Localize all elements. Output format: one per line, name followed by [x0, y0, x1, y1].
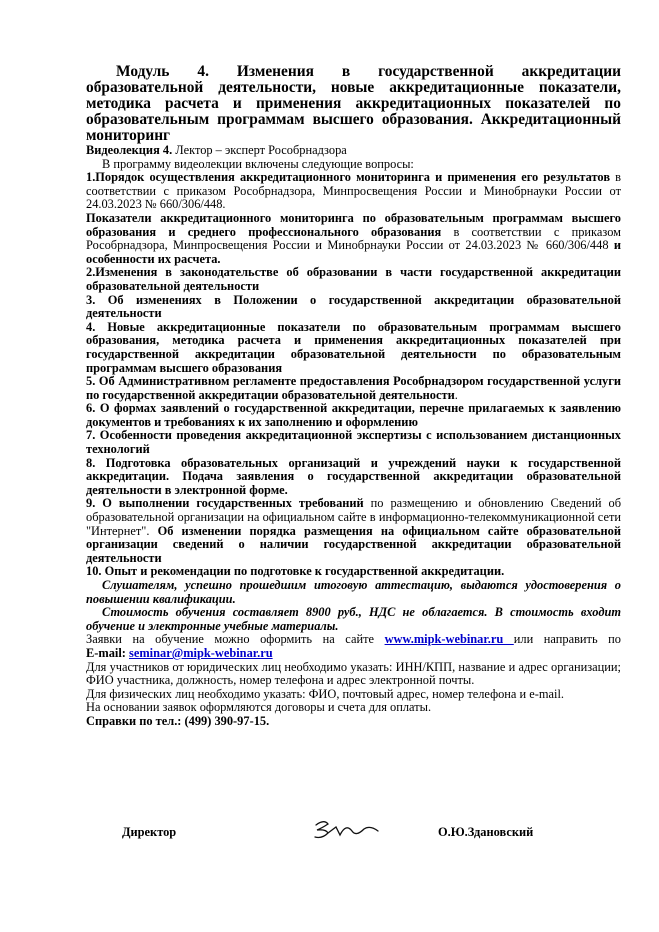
signatory-name: О.Ю.Здановский: [438, 825, 534, 839]
document-body: [86, 64, 621, 729]
legal-entities-note: Для участников от юридических лиц необходимо указать: ИНН/КПП, название и адрес организации; ФИО участника, должность, номер телефона и адрес электронной почты.: [86, 659, 621, 688]
item-7: 7. Особенности проведения аккредитационной экспертизы с использованием дистанционных технологий: [86, 428, 621, 457]
lecture-label: Видеолекция 4.: [86, 143, 173, 157]
item-9-text: по размещению и обновлению Сведений об образовательной организации на официальном сайте в информационно-телекоммуникационной сети "Интернет".: [86, 496, 621, 538]
email-line: [86, 647, 621, 661]
item-1-text: в соответствии с приказом Рособрнадзора, Минпросвещения России и Минобрнауки России от 24.03.2023 № 660/306/448.: [86, 170, 621, 212]
item-4: 4. Новые аккредитационные показатели по образовательным программам высшего образования, методика расчета и применения аккредитационных показателей при государственной аккредитации образовательной деятельности по образовательным программам высшего образования: [86, 319, 621, 375]
apply-text-2: или направить по: [513, 632, 622, 647]
item-6: 6. О формах заявлений о государственной аккредитации, перечне прилагаемых к заявлению документов и требованиях к их заполнению и оформлению: [86, 401, 621, 429]
certificate-note: Слушателям, успешно прошедшим итоговую аттестацию, выдаются удостоверения о повышении квалификации.: [86, 578, 621, 606]
signature-image: [312, 815, 382, 849]
item-5: [86, 375, 621, 402]
item-5-text: 5. Об Административном регламенте предоставления Рособрнадзором государственной услуги по государственной аккредитации образовательной деятельности: [86, 374, 621, 402]
item-9: [86, 497, 621, 565]
item-8: 8. Подготовка образовательных организаций и учреждений науки к государственной аккредитации. Подача заявления о государственной аккредитации образовательной деятельности в электронной форме.: [86, 455, 621, 497]
individuals-note: Для физических лиц необходимо указать: ФИО, почтовый адрес, номер телефона и e-mail.: [86, 686, 565, 701]
email-link[interactable]: seminar@mipk-webinar.ru: [129, 645, 273, 660]
lecturer: Лектор – эксперт Рособрнадзора: [172, 143, 347, 157]
item-5-tail: .: [454, 387, 458, 402]
apply-text: Заявки на обучение можно оформить на сайте: [86, 632, 385, 647]
lecture-line: [86, 144, 621, 158]
item-1: [86, 171, 621, 212]
item-1b-tail: и особенности их расчета.: [86, 238, 621, 266]
item-1b-text: в соответствии с приказом Рособрнадзора, Минпросвещения России и Минобрнауки России от 24.03.2023 № 660/306/448: [86, 224, 621, 253]
item-1b: [86, 212, 621, 266]
item-9-bold: Об изменении порядка размещения на официальном сайте образовательной организации сведений о наличии государственной аккредитации образовательной деятельности: [86, 523, 621, 565]
price-note: Стоимость обучения составляет 8900 руб., НДС не облагается. В стоимость входит обучение и электронные учебные материалы.: [86, 605, 621, 633]
email-label: E-mail:: [86, 645, 130, 660]
item-1-heading: 1.Порядок осуществления аккредитационного мониторинга и применения его результатов: [86, 170, 611, 185]
contracts-note: На основании заявок оформляются договоры и счета для оплаты.: [86, 700, 432, 715]
item-3: 3. Об изменениях в Положении о государственной аккредитации образовательной деятельности: [86, 292, 621, 321]
phone-line: Справки по тел.: (499) 390-97-15.: [86, 713, 270, 728]
item-10: 10. Опыт и рекомендации по подготовке к государственной аккредитации.: [86, 564, 505, 579]
item-1b-heading: Показатели аккредитационного мониторинга по образовательным программам высшего образования и среднего профессионального образования: [86, 210, 621, 239]
item-2: 2.Изменения в законодательстве об образовании в части государственной аккредитации образовательной деятельности: [86, 265, 621, 293]
site-link[interactable]: www.mipk-webinar.ru: [384, 632, 514, 647]
apply-line: [86, 633, 621, 647]
intro-text: В программу видеолекции включены следующие вопросы:: [102, 156, 414, 171]
module-title: Модуль 4. Изменения в государственной аккредитации образовательной деятельности, новые аккредитационные показатели, методика расчета и применения аккредитационных показателей по образовательным программам высшего образования. Аккредитационный мониторинг: [86, 63, 621, 144]
signature-block: [0, 815, 659, 855]
signatory-role: Директор: [122, 825, 177, 839]
item-9-heading: 9. О выполнении государственных требований: [86, 496, 364, 511]
